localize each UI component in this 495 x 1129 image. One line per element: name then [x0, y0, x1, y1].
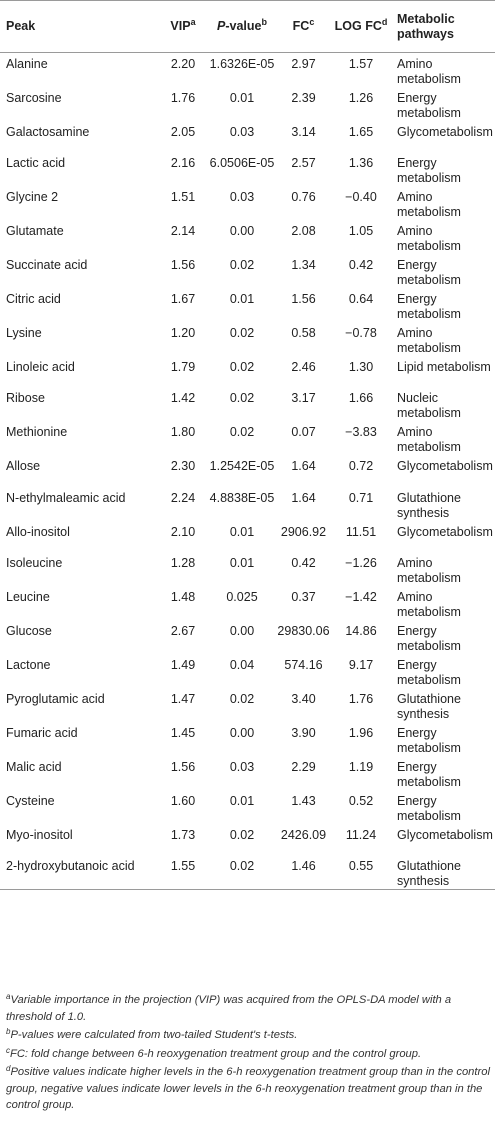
cell-log-fc: −1.26	[345, 555, 377, 570]
cell-p-value: 1.2542E-05	[209, 459, 275, 474]
cell-fc: 3.90	[291, 725, 316, 740]
cell-peak: Lactone	[6, 657, 51, 672]
cell-fc: 0.07	[291, 425, 316, 440]
cell-vip: 1.51	[170, 190, 196, 205]
table-footnotes	[6, 992, 492, 1116]
cell-fc: 1.64	[291, 490, 316, 505]
cell-vip: 1.76	[170, 91, 196, 105]
cell-pathway: Energy metabolism	[397, 623, 461, 653]
table-row	[0, 53, 495, 88]
table-row	[0, 254, 495, 288]
cell-log-fc: 1.05	[348, 224, 374, 239]
cell-peak: Glucose	[6, 623, 52, 638]
cell-p-value: 0.02	[229, 360, 255, 375]
cell-vip: 1.56	[170, 759, 196, 774]
cell-peak: Alanine	[6, 57, 48, 71]
cell-vip: 2.16	[170, 156, 196, 171]
cell-p-value: 0.03	[229, 759, 255, 774]
table-body	[0, 53, 495, 890]
footnote-text: FC: fold change between 6-h reoxygenation treatment group and the control group.	[10, 1047, 422, 1060]
cell-peak: Allo-inositol	[6, 524, 70, 539]
cell-peak: N-ethylmaleamic acid	[6, 490, 126, 505]
cell-log-fc: 1.76	[348, 691, 374, 706]
header-vip: VIP$^a$	[158, 1, 208, 53]
cell-log-fc: 0.52	[348, 793, 374, 808]
cell-fc: 3.14	[291, 125, 316, 139]
table-row	[0, 552, 495, 586]
cell-log-fc: 1.65	[348, 125, 374, 139]
cell-fc: 0.37	[291, 589, 316, 604]
cell-p-value: 0.03	[229, 125, 255, 139]
cell-peak: Succinate acid	[6, 258, 88, 273]
cell-fc: 1.43	[291, 793, 316, 808]
cell-peak: Linoleic acid	[6, 360, 75, 375]
table-row	[0, 356, 495, 387]
header-peak: Peak	[0, 1, 158, 53]
table-row	[0, 487, 495, 521]
cell-log-fc: 1.26	[348, 91, 374, 105]
cell-log-fc: −0.40	[345, 190, 377, 205]
cell-pathway: Glycometabolism	[397, 459, 493, 474]
header-fc: $FC^c$	[276, 1, 331, 53]
table-row	[0, 688, 495, 722]
cell-log-fc: 1.19	[348, 759, 374, 774]
cell-log-fc: 14.86	[345, 623, 377, 638]
cell-log-fc: 0.64	[348, 292, 374, 307]
cell-fc: 1.56	[291, 292, 316, 307]
cell-vip: 1.73	[170, 827, 196, 842]
cell-p-value: 4.8838E-05	[209, 490, 275, 505]
cell-log-fc: 1.30	[348, 360, 374, 375]
cell-pathway: Glycometabolism	[397, 827, 493, 842]
cell-pathway: Amino metabolism	[397, 57, 461, 86]
cell-vip: 2.10	[170, 524, 196, 539]
cell-peak: Pyroglutamic acid	[6, 691, 105, 706]
cell-p-value: 0.01	[229, 555, 255, 570]
cell-fc: 2.08	[291, 224, 316, 239]
cell-peak: Methionine	[6, 425, 68, 440]
cell-vip: 1.48	[170, 589, 196, 604]
cell-log-fc: 11.51	[345, 524, 377, 539]
cell-vip: 1.42	[170, 391, 196, 406]
cell-peak: Malic acid	[6, 759, 62, 774]
cell-log-fc: 0.55	[331, 855, 391, 890]
cell-p-value: 0.02	[229, 691, 255, 706]
table-row	[0, 421, 495, 455]
cell-fc: 2.39	[291, 91, 316, 105]
cell-p-value: 0.01	[229, 793, 255, 808]
cell-p-value: 0.02	[208, 855, 276, 890]
table-row	[0, 121, 495, 152]
cell-log-fc: 0.42	[348, 258, 374, 273]
table-row	[0, 654, 495, 688]
cell-log-fc: 1.36	[348, 156, 374, 171]
cell-vip: 2.05	[170, 125, 196, 139]
cell-log-fc: −0.78	[345, 326, 377, 341]
cell-peak: Fumaric acid	[6, 725, 78, 740]
cell-pathway: Energy metabolism	[397, 156, 461, 186]
cell-vip: 1.80	[170, 425, 196, 440]
cell-log-fc: 0.71	[348, 490, 374, 505]
cell-pathway: Energy metabolism	[397, 91, 461, 120]
cell-pathway: Glycometabolism	[397, 125, 493, 139]
table-row	[0, 824, 495, 855]
cell-peak: Glutamate	[6, 224, 64, 239]
cell-pathway: Glycometabolism	[397, 524, 493, 539]
header-p-value: P-value$^b$	[208, 1, 276, 53]
footnote-text: P-values were calculated from two-tailed Student's t-tests.	[10, 1029, 298, 1041]
cell-pathway: Amino metabolism	[397, 326, 461, 356]
cell-vip: 1.79	[170, 360, 196, 375]
cell-p-value: 0.01	[229, 524, 255, 539]
cell-p-value: 0.02	[229, 425, 255, 440]
footnote	[6, 1027, 492, 1044]
cell-pathway: Amino metabolism	[397, 224, 461, 254]
cell-pathway: Energy metabolism	[397, 657, 461, 687]
cell-pathway: Glutathione synthesis	[397, 691, 461, 721]
table-row	[0, 790, 495, 824]
cell-fc: 2.57	[291, 156, 316, 171]
cell-fc: 2906.92	[280, 524, 327, 539]
cell-pathway: Energy metabolism	[397, 793, 461, 823]
table-row	[0, 455, 495, 486]
cell-fc: 1.64	[291, 459, 316, 474]
cell-log-fc: 11.24	[345, 827, 377, 842]
table-row	[0, 322, 495, 356]
cell-vip: 2.24	[170, 490, 196, 505]
cell-pathway: Energy metabolism	[397, 759, 461, 789]
cell-fc: 574.16	[284, 657, 323, 672]
cell-fc: 0.58	[291, 326, 316, 341]
table-row	[0, 855, 495, 890]
cell-vip: 1.28	[170, 555, 196, 570]
cell-p-value: 6.0506E-05	[209, 156, 275, 171]
cell-pathway: Energy metabolism	[397, 292, 461, 322]
table-row	[0, 586, 495, 620]
cell-p-value: 0.00	[229, 725, 255, 740]
cell-log-fc: 0.72	[348, 459, 374, 474]
table-row	[0, 620, 495, 654]
cell-pathway: Amino metabolism	[397, 555, 461, 585]
cell-peak: Citric acid	[6, 292, 61, 307]
cell-fc: 0.76	[291, 190, 316, 205]
footnote-mark: b	[6, 1027, 11, 1036]
cell-vip: 2.20	[170, 57, 196, 71]
table-row	[0, 756, 495, 790]
footnote-mark: a	[6, 992, 11, 1001]
cell-fc: 29830.06	[277, 623, 330, 638]
cell-log-fc: 1.66	[348, 391, 374, 406]
cell-fc: 2426.09	[280, 827, 327, 842]
table-row	[0, 220, 495, 254]
footnote-mark: c	[6, 1045, 10, 1055]
table-row	[0, 288, 495, 322]
footnote-mark: d	[6, 1064, 11, 1073]
cell-p-value: 0.03	[229, 190, 255, 205]
cell-pathway: Glutathione synthesis	[391, 855, 495, 890]
cell-p-value: 0.02	[229, 258, 255, 273]
cell-p-value: 1.6326E-05	[209, 57, 275, 71]
cell-p-value: 0.02	[229, 391, 255, 406]
cell-fc: 1.34	[291, 258, 316, 273]
cell-p-value: 0.02	[229, 827, 255, 842]
cell-pathway: Amino metabolism	[397, 589, 461, 619]
cell-p-value: 0.025	[226, 589, 258, 604]
cell-vip: 1.60	[170, 793, 196, 808]
header-metabolic-pathways: Metabolic pathways	[391, 1, 495, 53]
cell-p-value: 0.01	[229, 292, 255, 307]
cell-vip: 1.47	[170, 691, 196, 706]
cell-fc: 2.46	[291, 360, 316, 375]
footnote	[6, 1064, 492, 1114]
cell-p-value: 0.04	[229, 657, 255, 672]
cell-vip: 1.67	[170, 292, 196, 307]
table-row	[0, 387, 495, 421]
cell-log-fc: −1.42	[345, 589, 377, 604]
cell-vip: 1.20	[170, 326, 196, 341]
cell-fc: 3.17	[291, 391, 316, 406]
cell-fc: 3.40	[291, 691, 316, 706]
cell-peak: Cysteine	[6, 793, 55, 808]
table-row	[0, 186, 495, 220]
cell-peak: 2-hydroxybutanoic acid	[0, 855, 158, 890]
table-row	[0, 722, 495, 756]
cell-fc: 2.97	[291, 57, 316, 71]
cell-vip: 1.56	[170, 258, 196, 273]
cell-pathway: Amino metabolism	[397, 190, 461, 220]
cell-pathway: Glutathione synthesis	[397, 490, 461, 520]
cell-log-fc: 9.17	[348, 657, 374, 672]
cell-vip: 2.30	[170, 459, 196, 474]
cell-vip: 1.45	[170, 725, 196, 740]
footnote	[6, 1046, 492, 1063]
cell-vip: 2.14	[170, 224, 196, 239]
cell-p-value: 0.02	[229, 326, 255, 341]
cell-peak: Sarcosine	[6, 91, 62, 105]
table-row	[0, 152, 495, 186]
cell-peak: Allose	[6, 459, 41, 474]
cell-p-value: 0.01	[229, 91, 255, 105]
cell-pathway: Nucleic metabolism	[397, 391, 461, 421]
cell-fc: 0.42	[291, 555, 316, 570]
footnote	[6, 992, 492, 1025]
cell-pathway: Amino metabolism	[397, 425, 461, 455]
table-row	[0, 521, 495, 552]
cell-p-value: 0.00	[229, 623, 255, 638]
footnote-text: Variable importance in the projection (VIP) was acquired from the OPLS-DA model with a threshold of 1.0.	[6, 994, 452, 1023]
cell-vip: 2.67	[170, 623, 196, 638]
cell-pathway: Lipid metabolism	[397, 360, 491, 375]
cell-log-fc: 1.96	[348, 725, 374, 740]
cell-vip: 1.49	[170, 657, 196, 672]
table-row	[0, 87, 495, 121]
cell-pathway: Energy metabolism	[397, 725, 461, 755]
cell-peak: Glycine 2	[6, 190, 59, 205]
cell-p-value: 0.00	[229, 224, 255, 239]
cell-peak: Ribose	[6, 391, 45, 406]
cell-log-fc: 1.57	[348, 57, 374, 71]
table-header	[0, 1, 495, 53]
cell-vip: 1.55	[158, 855, 208, 890]
cell-peak: Lysine	[6, 326, 42, 341]
cell-log-fc: −3.83	[345, 425, 377, 440]
cell-peak: Myo-inositol	[6, 827, 73, 842]
header-row	[0, 1, 495, 53]
header-log-fc: LOG $FC^d$	[331, 1, 391, 53]
cell-fc: 1.46	[276, 855, 331, 890]
cell-fc: 2.29	[291, 759, 316, 774]
cell-peak: Isoleucine	[6, 555, 63, 570]
cell-peak: Leucine	[6, 589, 50, 604]
cell-peak: Lactic acid	[6, 156, 66, 171]
footnote-text: Positive values indicate higher levels in the 6-h reoxygenation treatment group than in the control group, negative values indicate lower levels in the 6-h reoxygenation treatment group than in the control group.	[6, 1066, 490, 1111]
cell-peak: Galactosamine	[6, 125, 90, 139]
cell-pathway: Energy metabolism	[397, 258, 461, 288]
